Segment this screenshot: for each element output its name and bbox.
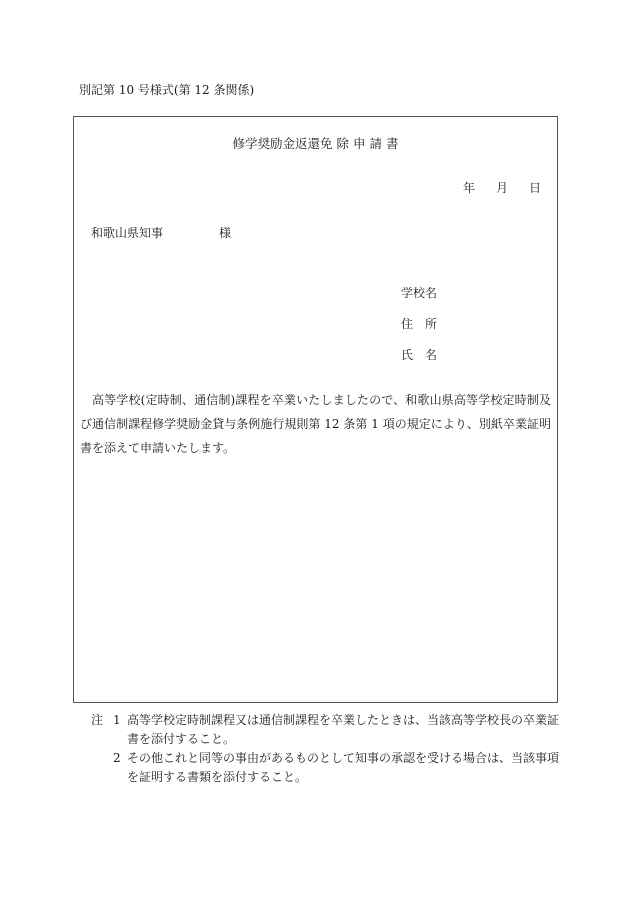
notes-heading: 注 (91, 713, 104, 727)
note-item (91, 749, 561, 787)
applicant-name-label: 氏 名 (401, 348, 438, 362)
address-label: 住 所 (401, 317, 438, 331)
note-number: 1 (113, 713, 121, 727)
form-title: 修学奨励金返還免 除 申 請 書 (232, 136, 399, 151)
note-text: 高等学校定時制課程又は通信制課程を卒業したときは、当該高等学校長の卒業証書を添付すること。 (127, 713, 560, 746)
note-number: 2 (113, 751, 121, 765)
date-line (463, 179, 541, 196)
addressee-name: 和歌山県知事 (91, 226, 164, 240)
honorific: 様 (219, 226, 232, 240)
note-text: その他これと同等の事由があるものとして知事の承認を受ける場合は、当該事項を証明する書類を添付すること。 (127, 751, 560, 784)
year-label: 年 (462, 181, 475, 195)
application-statement: 高等学校(定時制、通信制)課程を卒業いたしましたので、和歌山県高等学校定時制及び通信制課程修学奨励金貸与条例施行規則第 12 条第 1 項の規定により、別紙卒業証明書を添えて申請いたします。 (80, 393, 551, 455)
day-label: 日 (528, 181, 541, 195)
note-item (91, 711, 561, 749)
addressee-line (91, 224, 231, 241)
month-label: 月 (495, 181, 508, 195)
school-name-label: 学校名 (401, 286, 438, 300)
application-form-frame (73, 116, 558, 703)
form-number-label: 別記第 10 号様式(第 12 条関係) (79, 83, 255, 97)
notes-section (91, 711, 561, 787)
